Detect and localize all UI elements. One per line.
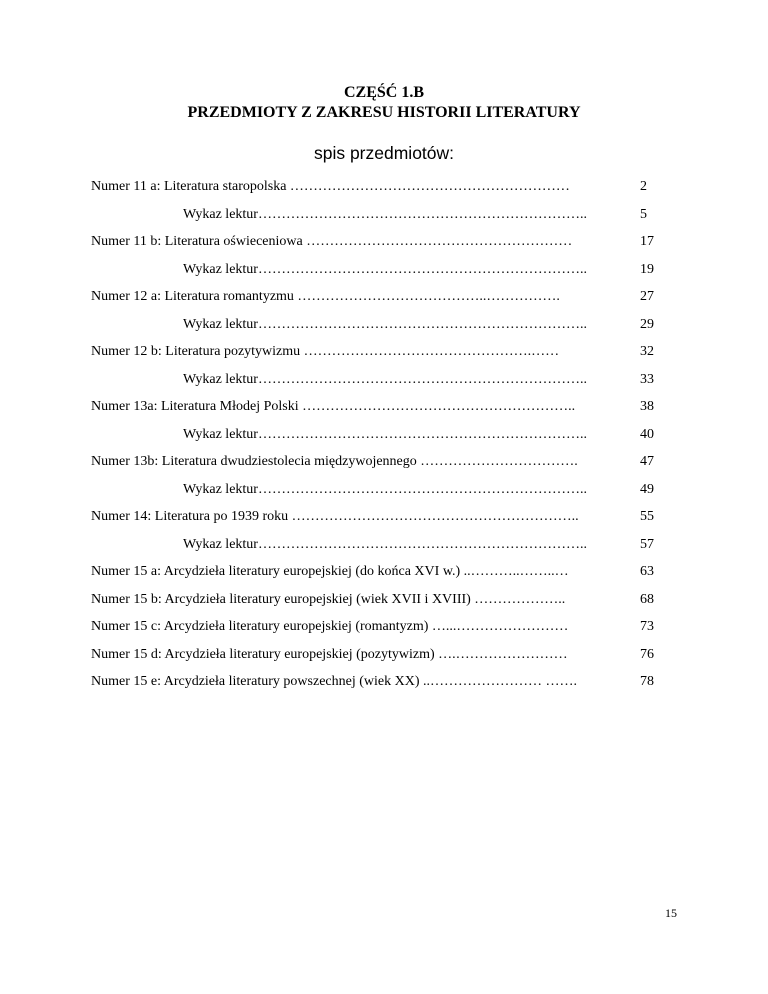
toc-entry-title: Numer 13b: Literatura dwudziestolecia międzywojennego ……………………………. [91,454,578,469]
toc-entry-title: Numer 13a: Literatura Młodej Polski ………………………………………………….. [91,399,576,414]
toc-entry-page: 2 [640,179,647,194]
toc-entry-title: Numer 15 d: Arcydzieła literatury europejskiej (pozytywizm) ….…………………… [91,646,568,662]
section-subtitle: PRZEDMIOTY Z ZAKRESU HISTORII LITERATURY [187,104,581,121]
toc-entry-page: 68 [640,591,654,607]
toc-subentry [0,481,768,509]
toc-subentry [0,206,768,234]
toc-entry-title: Wykaz lektur…………………………………………………………….. [183,426,587,442]
toc-entry [0,673,768,701]
page-number: 15 [665,906,677,920]
toc-entry-page: 73 [640,619,654,634]
toc-entry [0,288,768,316]
toc-entry-page: 47 [640,454,654,469]
toc-entry-title: Wykaz lektur…………………………………………………………….. [183,371,587,387]
toc-entry-title: Numer 14: Literatura po 1939 roku …………………………………………………….. [91,509,579,524]
toc-entry-page: 33 [640,371,654,387]
toc-entry [0,591,768,619]
toc-entry [0,343,768,371]
toc-entry-page: 55 [640,509,654,524]
toc-entry-page: 5 [640,206,647,222]
toc-entry-page: 19 [640,261,654,277]
toc-entry-page: 29 [640,316,654,332]
table-of-contents [0,178,768,701]
toc-subentry [0,426,768,454]
toc-subentry [0,536,768,564]
toc-entry-title: Numer 15 c: Arcydzieła literatury europejskiej (romantyzm) …...…………………… [91,619,569,634]
toc-entry-title: Wykaz lektur…………………………………………………………….. [183,316,587,332]
toc-heading: spis przedmiotów: [313,143,455,163]
toc-subentry [0,316,768,344]
toc-entry [0,646,768,674]
toc-entry-page: 76 [640,646,654,662]
toc-entry [0,563,768,591]
toc-entry [0,233,768,261]
toc-entry [0,453,768,481]
toc-entry-title: Wykaz lektur…………………………………………………………….. [183,481,587,497]
toc-entry-title: Wykaz lektur…………………………………………………………….. [183,536,587,552]
toc-entry-page: 40 [640,426,654,442]
toc-entry-title: Numer 11 a: Literatura staropolska …………………………………………………… [91,179,570,194]
toc-entry-title: Numer 15 b: Arcydzieła literatury europejskiej (wiek XVII i XVIII) ……………….. [91,591,566,607]
toc-entry [0,618,768,646]
section-title: CZĘŚĆ 1.B [343,84,425,101]
toc-entry-title: Numer 11 b: Literatura oświeceniowa ………………………………………………… [91,234,573,249]
toc-subentry [0,261,768,289]
toc-entry-page: 78 [640,674,654,689]
toc-entry-title: Numer 12 a: Literatura romantyzmu …………………………………..……………. [91,289,560,304]
toc-subentry [0,371,768,399]
toc-entry-page: 63 [640,564,654,579]
toc-entry-title: Wykaz lektur…………………………………………………………….. [183,206,587,222]
toc-entry-page: 38 [640,399,654,414]
toc-entry-title: Numer 15 e: Arcydzieła literatury powszechnej (wiek XX) ..…………………… ……. [91,674,577,689]
toc-entry-page: 49 [640,481,654,497]
toc-entry-page: 57 [640,536,654,552]
toc-entry [0,398,768,426]
toc-entry-title: Numer 12 b: Literatura pozytywizmu ………………………………………….…… [91,344,560,359]
toc-entry-page: 17 [640,234,654,249]
toc-entry-title: Wykaz lektur…………………………………………………………….. [183,261,587,277]
toc-entry-page: 32 [640,344,654,359]
toc-entry [0,508,768,536]
toc-entry-page: 27 [640,289,654,304]
toc-entry [0,178,768,206]
toc-entry-title: Numer 15 a: Arcydzieła literatury europejskiej (do końca XVI w.) ..………..……..… [91,564,569,579]
